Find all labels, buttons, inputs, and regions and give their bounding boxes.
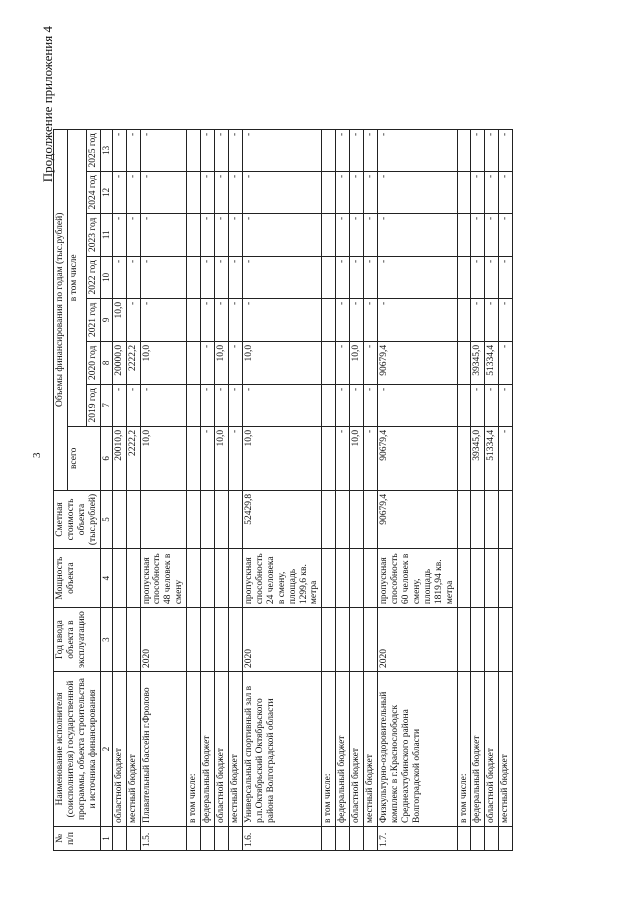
column-number: 3 — [100, 608, 112, 672]
row-capacity — [112, 549, 126, 608]
table-row — [350, 129, 364, 850]
header-year-2022: 2022 год — [86, 256, 100, 298]
column-number: 5 — [100, 490, 112, 548]
row-number — [228, 827, 242, 851]
row-year-value: - — [485, 298, 499, 341]
row-year — [187, 608, 201, 672]
row-number — [336, 827, 350, 851]
row-number: 1.5. — [140, 827, 187, 851]
row-year-value: - — [126, 171, 140, 213]
row-name: Физкультурно-оздоровительный комплекс в г.Краснослободск Среднеахтубинского района Волгоградской области — [378, 672, 457, 827]
row-year-value: - — [485, 171, 499, 213]
row-total: - — [499, 426, 513, 490]
table-row — [112, 129, 126, 850]
header-year: Год ввода объекта в эксплуатацию — [54, 608, 101, 672]
row-name: в том числе: — [322, 672, 336, 827]
column-number: 10 — [100, 256, 112, 298]
row-year-value: - — [471, 129, 485, 171]
row-name: федеральный бюджет — [471, 672, 485, 827]
row-year-value: - — [112, 213, 126, 256]
row-year-value: - — [364, 384, 378, 426]
row-cost: 52429,8 — [242, 490, 321, 548]
table-row — [457, 129, 471, 850]
row-capacity — [471, 549, 485, 608]
table-row — [322, 129, 336, 850]
row-cost — [499, 490, 513, 548]
row-year-value: - — [140, 171, 187, 213]
row-number: 1.6. — [242, 827, 321, 851]
row-number — [126, 827, 140, 851]
table-body — [54, 129, 513, 850]
row-year-value: - — [336, 129, 350, 171]
row-year-value — [322, 171, 336, 213]
row-year — [336, 608, 350, 672]
row-year-value — [187, 171, 201, 213]
header-no: № п/п — [54, 827, 101, 851]
row-year-value: - — [126, 298, 140, 341]
row-year-value — [457, 256, 471, 298]
row-year: 2020 — [378, 608, 457, 672]
row-year-value: - — [228, 341, 242, 384]
row-year-value: - — [242, 384, 321, 426]
row-name: областной бюджет — [350, 672, 364, 827]
row-year-value — [187, 256, 201, 298]
header-year-2021: 2021 год — [86, 298, 100, 341]
column-number: 6 — [100, 426, 112, 490]
row-year-value: - — [350, 171, 364, 213]
row-name: областной бюджет — [485, 672, 499, 827]
row-year-value: 10,0 — [112, 298, 126, 341]
row-year-value: - — [112, 256, 126, 298]
header-year-2024: 2024 год — [86, 171, 100, 213]
row-cost — [485, 490, 499, 548]
row-total — [322, 426, 336, 490]
row-capacity — [336, 549, 350, 608]
row-cost — [457, 490, 471, 548]
row-year-value — [457, 341, 471, 384]
row-year-value: 10,0 — [140, 341, 187, 384]
row-year-value: - — [215, 298, 229, 341]
row-cost — [336, 490, 350, 548]
row-name: в том числе: — [187, 672, 201, 827]
header-funding: Объемы финансирования по годам (тыс.рублей) — [54, 129, 68, 490]
header-year-2019: 2019 год — [86, 384, 100, 426]
row-year-value: - — [336, 213, 350, 256]
row-year-value: - — [201, 298, 215, 341]
row-number — [187, 827, 201, 851]
row-year-value: - — [378, 298, 457, 341]
row-year-value: 90679,4 — [378, 341, 457, 384]
table-row — [201, 129, 215, 850]
row-year — [201, 608, 215, 672]
row-total — [457, 426, 471, 490]
row-year-value: - — [364, 298, 378, 341]
row-year-value: - — [364, 171, 378, 213]
row-total: 90679,4 — [378, 426, 457, 490]
row-number — [499, 827, 513, 851]
table-row — [485, 129, 499, 850]
row-year-value: - — [471, 171, 485, 213]
row-year-value: - — [471, 213, 485, 256]
row-year-value: - — [378, 256, 457, 298]
row-year-value: - — [242, 129, 321, 171]
row-year-value: - — [112, 129, 126, 171]
header-year-2023: 2023 год — [86, 213, 100, 256]
header-incl: в том числе — [67, 129, 86, 426]
row-year-value: - — [201, 171, 215, 213]
row-year-value: - — [499, 384, 513, 426]
row-capacity — [215, 549, 229, 608]
row-year — [350, 608, 364, 672]
table-row — [336, 129, 350, 850]
row-year-value: - — [201, 384, 215, 426]
row-year-value: - — [140, 384, 187, 426]
row-cost — [322, 490, 336, 548]
row-total: 20010,0 — [112, 426, 126, 490]
row-year-value: - — [499, 129, 513, 171]
row-name: федеральный бюджет — [201, 672, 215, 827]
column-number: 13 — [100, 129, 112, 171]
row-year-value: - — [336, 384, 350, 426]
row-year-value: - — [228, 256, 242, 298]
row-year-value: - — [201, 341, 215, 384]
row-year-value: 2222,2 — [126, 341, 140, 384]
table-row — [378, 129, 457, 850]
row-year-value: - — [336, 298, 350, 341]
row-year — [457, 608, 471, 672]
row-total: - — [228, 426, 242, 490]
row-year-value: - — [242, 171, 321, 213]
header-year-2025: 2025 год — [86, 129, 100, 171]
row-year-value — [457, 213, 471, 256]
row-total: - — [336, 426, 350, 490]
row-year-value: - — [471, 384, 485, 426]
row-capacity: пропускная способность 60 человек в смену, площадь 1819,94 кв. метра — [378, 549, 457, 608]
row-total: 39345,0 — [471, 426, 485, 490]
column-number: 2 — [100, 672, 112, 827]
row-year-value: - — [350, 384, 364, 426]
header-capacity: Мощность объекта — [54, 549, 101, 608]
row-total: - — [201, 426, 215, 490]
row-cost — [187, 490, 201, 548]
row-year-value — [457, 129, 471, 171]
row-year-value: - — [336, 341, 350, 384]
column-number: 7 — [100, 384, 112, 426]
row-year — [471, 608, 485, 672]
row-year-value: - — [499, 298, 513, 341]
row-number — [350, 827, 364, 851]
row-capacity — [499, 549, 513, 608]
row-year — [215, 608, 229, 672]
row-year-value: - — [140, 256, 187, 298]
row-year-value — [322, 298, 336, 341]
row-year-value: - — [215, 384, 229, 426]
row-year-value: - — [126, 129, 140, 171]
row-year-value — [187, 298, 201, 341]
row-number — [215, 827, 229, 851]
row-number — [322, 827, 336, 851]
row-total: 10,0 — [350, 426, 364, 490]
row-year-value: - — [228, 213, 242, 256]
row-year-value — [187, 341, 201, 384]
row-year-value: 10,0 — [242, 341, 321, 384]
row-year-value: 10,0 — [215, 341, 229, 384]
row-total: 51334,4 — [485, 426, 499, 490]
row-year-value: 20000,0 — [112, 341, 126, 384]
row-capacity — [322, 549, 336, 608]
row-year — [364, 608, 378, 672]
row-name: федеральный бюджет — [336, 672, 350, 827]
row-name: областной бюджет — [112, 672, 126, 827]
table-row — [364, 129, 378, 850]
row-cost — [126, 490, 140, 548]
row-name: Универсальный спортивный зал в р.п.Октябрьский Октябрьского района Волгоградской области — [242, 672, 321, 827]
row-year-value: - — [364, 129, 378, 171]
row-year-value — [322, 384, 336, 426]
row-year-value: - — [215, 256, 229, 298]
column-number: 4 — [100, 549, 112, 608]
row-year: 2020 — [140, 608, 187, 672]
row-year-value — [457, 171, 471, 213]
column-number: 11 — [100, 213, 112, 256]
row-capacity — [126, 549, 140, 608]
row-year-value: - — [242, 256, 321, 298]
row-year-value: - — [364, 213, 378, 256]
row-cost — [471, 490, 485, 548]
row-number — [364, 827, 378, 851]
table-row — [215, 129, 229, 850]
row-year-value: - — [350, 298, 364, 341]
financing-table — [53, 129, 513, 851]
row-number: 1.7. — [378, 827, 457, 851]
row-year-value: 39345,0 — [471, 341, 485, 384]
page-number: 3 — [31, 452, 43, 458]
row-year-value: - — [499, 256, 513, 298]
row-year-value: - — [112, 384, 126, 426]
row-total: 2222,2 — [126, 426, 140, 490]
row-name: областной бюджет — [215, 672, 229, 827]
row-number — [485, 827, 499, 851]
row-year-value: - — [499, 171, 513, 213]
row-capacity — [485, 549, 499, 608]
row-number — [112, 827, 126, 851]
row-name: в том числе: — [457, 672, 471, 827]
row-total: - — [364, 426, 378, 490]
table-row — [471, 129, 485, 850]
row-year-value: - — [242, 298, 321, 341]
table-row — [187, 129, 201, 850]
row-capacity — [201, 549, 215, 608]
row-capacity: пропускная способность 48 человек в смену — [140, 549, 187, 608]
row-year-value — [187, 213, 201, 256]
row-total: 10,0 — [242, 426, 321, 490]
row-year-value: - — [126, 213, 140, 256]
row-capacity — [364, 549, 378, 608]
row-year-value: - — [228, 129, 242, 171]
row-total: 10,0 — [215, 426, 229, 490]
row-name: местный бюджет — [126, 672, 140, 827]
row-year-value: - — [228, 384, 242, 426]
row-year-value: - — [364, 256, 378, 298]
row-number — [457, 827, 471, 851]
row-capacity — [228, 549, 242, 608]
row-capacity — [350, 549, 364, 608]
row-year-value: - — [378, 213, 457, 256]
header-cost: Сметная стоимость объекта (тыс.рублей) — [54, 490, 101, 548]
column-number: 9 — [100, 298, 112, 341]
row-year-value: - — [336, 171, 350, 213]
column-number: 8 — [100, 341, 112, 384]
table-row — [499, 129, 513, 850]
row-cost — [350, 490, 364, 548]
row-cost — [201, 490, 215, 548]
row-year-value: - — [201, 129, 215, 171]
row-year-value: - — [215, 171, 229, 213]
row-number — [471, 827, 485, 851]
row-year-value: - — [485, 129, 499, 171]
row-year — [126, 608, 140, 672]
row-capacity — [457, 549, 471, 608]
row-year-value — [322, 341, 336, 384]
row-year — [228, 608, 242, 672]
row-year-value: - — [471, 298, 485, 341]
row-year-value: - — [364, 341, 378, 384]
continuation-caption: Продолжение приложения 4 — [40, 26, 55, 183]
row-year-value: - — [378, 384, 457, 426]
row-year — [112, 608, 126, 672]
row-year-value: - — [201, 256, 215, 298]
row-year — [322, 608, 336, 672]
column-number-row — [100, 129, 112, 850]
row-year-value: - — [201, 213, 215, 256]
row-year-value: - — [228, 298, 242, 341]
row-year-value: - — [215, 213, 229, 256]
row-year — [485, 608, 499, 672]
row-year-value: - — [485, 384, 499, 426]
header-total: всего — [67, 426, 100, 490]
row-year-value: - — [485, 213, 499, 256]
row-year-value: 51334,4 — [485, 341, 499, 384]
row-year-value: - — [499, 341, 513, 384]
header-name: Наименование исполнителя (соисполнителя) государственной программы, объекта строительства и источника финансирования — [54, 672, 101, 827]
row-year-value: - — [215, 129, 229, 171]
row-cost — [215, 490, 229, 548]
row-year-value: - — [350, 256, 364, 298]
row-year-value — [322, 129, 336, 171]
row-year-value — [322, 213, 336, 256]
header-year-2020: 2020 год — [86, 341, 100, 384]
column-number: 12 — [100, 171, 112, 213]
row-year-value: - — [350, 213, 364, 256]
row-cost — [228, 490, 242, 548]
row-year — [499, 608, 513, 672]
row-name: местный бюджет — [364, 672, 378, 827]
row-year-value: - — [126, 384, 140, 426]
table-row — [228, 129, 242, 850]
table-row — [126, 129, 140, 850]
row-cost: 90679,4 — [378, 490, 457, 548]
row-year-value: - — [140, 298, 187, 341]
row-total: 10,0 — [140, 426, 187, 490]
table-row — [242, 129, 321, 850]
row-year-value: - — [242, 213, 321, 256]
row-year-value: - — [140, 213, 187, 256]
row-year-value — [187, 129, 201, 171]
row-year-value: - — [485, 256, 499, 298]
row-number — [201, 827, 215, 851]
row-year-value: - — [471, 256, 485, 298]
row-year-value: - — [336, 256, 350, 298]
row-year-value: - — [126, 256, 140, 298]
row-year: 2020 — [242, 608, 321, 672]
row-year-value: - — [140, 129, 187, 171]
row-cost — [140, 490, 187, 548]
row-year-value: - — [228, 171, 242, 213]
row-year-value: - — [350, 129, 364, 171]
row-year-value: - — [499, 213, 513, 256]
row-year-value: 10,0 — [350, 341, 364, 384]
row-year-value — [457, 384, 471, 426]
row-cost — [364, 490, 378, 548]
row-year-value — [457, 298, 471, 341]
row-name: Плавательный бассейн г.Фролово — [140, 672, 187, 827]
column-number: 1 — [100, 827, 112, 851]
table-row — [140, 129, 187, 850]
row-name: местный бюджет — [499, 672, 513, 827]
row-total — [187, 426, 201, 490]
row-cost — [112, 490, 126, 548]
row-capacity: пропускная способность 24 человека в смену, площадь 1299,6 кв. метра — [242, 549, 321, 608]
row-year-value: - — [378, 129, 457, 171]
row-capacity — [187, 549, 201, 608]
row-year-value — [322, 256, 336, 298]
row-name: местный бюджет — [228, 672, 242, 827]
row-year-value — [187, 384, 201, 426]
row-year-value: - — [378, 171, 457, 213]
row-year-value: - — [112, 171, 126, 213]
